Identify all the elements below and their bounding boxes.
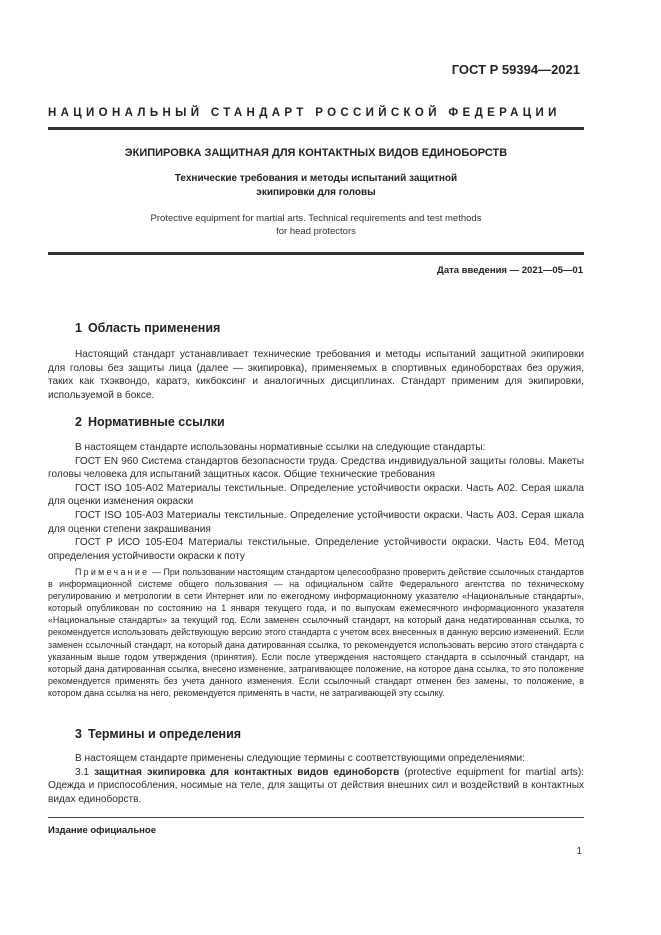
gost-number: ГОСТ Р 59394—2021 [451,62,580,77]
section-3-intro: В настоящем стандарте применены следующие термины с соответствующими определениями: [75,753,525,764]
term-name: защитная экипировка для контактных видов единоборств [94,766,400,778]
section-2-intro: В настоящем стандарте использованы нормативные ссылки на следующие стандарты: [75,442,486,453]
section-1-heading [75,321,220,335]
term-definition: (protective equipment for martial arts): Одежда и приспособления, носимые на теле, для защиты от действия внешних сил и воздействий в контактных видах единоборств. [48,766,584,805]
section-2-note [48,566,584,699]
section-2-heading [75,415,225,429]
section-3-number: 3 [75,727,82,741]
section-3-body [48,752,584,806]
page-number: 1 [576,846,582,857]
document-title: ЭКИПИРОВКА ЗАЩИТНАЯ ДЛЯ КОНТАКТНЫХ ВИДОВ ЕДИНОБОРСТВ [124,147,508,159]
document-subtitle [48,172,584,200]
title-rule [48,252,584,255]
official-edition-label: Издание официальное [48,825,156,836]
normative-reference: ГОСТ EN 960 Система стандартов безопасности труда. Средства индивидуальной защиты головы. Макеты головы человека для испытаний защитных касок. Общие технические требования [48,455,584,481]
subtitle-line-1: Технические требования и методы испытаний защитной [174,173,458,184]
normative-reference: ГОСТ Р ИСО 105-E04 Материалы текстильные. Определение устойчивости окраски. Часть E04. Метод определения устойчивости окраски к поту [48,537,584,562]
term-number: 3.1 [75,766,90,778]
section-2-number: 2 [75,415,82,429]
footer-rule [48,817,584,818]
english-title-line-1: Protective equipment for martial arts. Technical requirements and test methods [150,213,482,224]
normative-reference: ГОСТ ISO 105-A02 Материалы текстильные. Определение устойчивости окраски. Часть A02. Серая шкала для оценки изменения окраски [48,482,584,508]
section-3-heading [75,727,241,741]
normative-reference: ГОСТ ISO 105-A03 Материалы текстильные. Определение устойчивости окраски. Часть A03. Серая шкала для оценки степени закрашивания [48,509,584,535]
subtitle-line-2: экипировки для головы [256,187,376,198]
section-1-title: Область применения [87,321,221,335]
term-entry [48,766,584,807]
section-2-title: Нормативные ссылки [87,415,225,429]
note-label: Примечание [75,567,150,577]
national-standard-heading: НАЦИОНАЛЬНЫЙ СТАНДАРТ РОССИЙСКОЙ ФЕДЕРАЦИИ [48,107,561,119]
section-1-body [48,348,584,402]
section-3-title: Термины и определения [87,727,242,741]
note-text: — При пользовании настоящим стандартом целесообразно проверить действие ссылочных стандартов в информационной системе общего пользования — на официальном сайте Федерального агентства по техническому регулированию и метрологии в сети Интернет или по ежегодному информационному указателю «Национальные стандарты», который опубликован по состоянию на 1 января текущего года, и по выпускам ежемесячного информационного указателя «Национальные стандарты» за текущий год. Если заменен ссылочный стандарт, на который дана недатированная ссылка, то рекомендуется использовать действующую версию этого стандарта с учетом всех внесенных в данную версию изменений. Если заменен ссылочный стандарт, на который дана датированная ссылка, то рекомендуется использовать версию этого стандарта с указанным выше годом утверждения (принятия). Если после утверждения настоящего стандарта в ссылочный стандарт, на который дана датированная ссылка, внесено изменение, затрагивающее положение, на которое дана ссылка, то это положение рекомендуется применять без учета данного изменения. Если ссылочный стандарт отменен без замены, то положение, в котором дана ссылка на него, рекомендуется применять в части, не затрагивающей эту ссылку. [48,567,584,698]
english-title-line-2: for head protectors [276,226,356,237]
header-rule [48,127,584,130]
section-1-number: 1 [75,321,82,335]
introduction-date: Дата введения — 2021—05—01 [437,265,583,276]
section-2-body [48,441,584,563]
english-title [48,212,584,238]
section-1-paragraph: Настоящий стандарт устанавливает технические требования и методы испытаний защитной экипировки для головы без защиты лица (далее — экипировка), применяемых в спортивных единоборствах без оружия, таких как тхэквондо, каратэ, кикбоксинг и аналогичных дисциплинах. Стандарт применим для экипировки, используемой в боксе. [48,349,584,401]
